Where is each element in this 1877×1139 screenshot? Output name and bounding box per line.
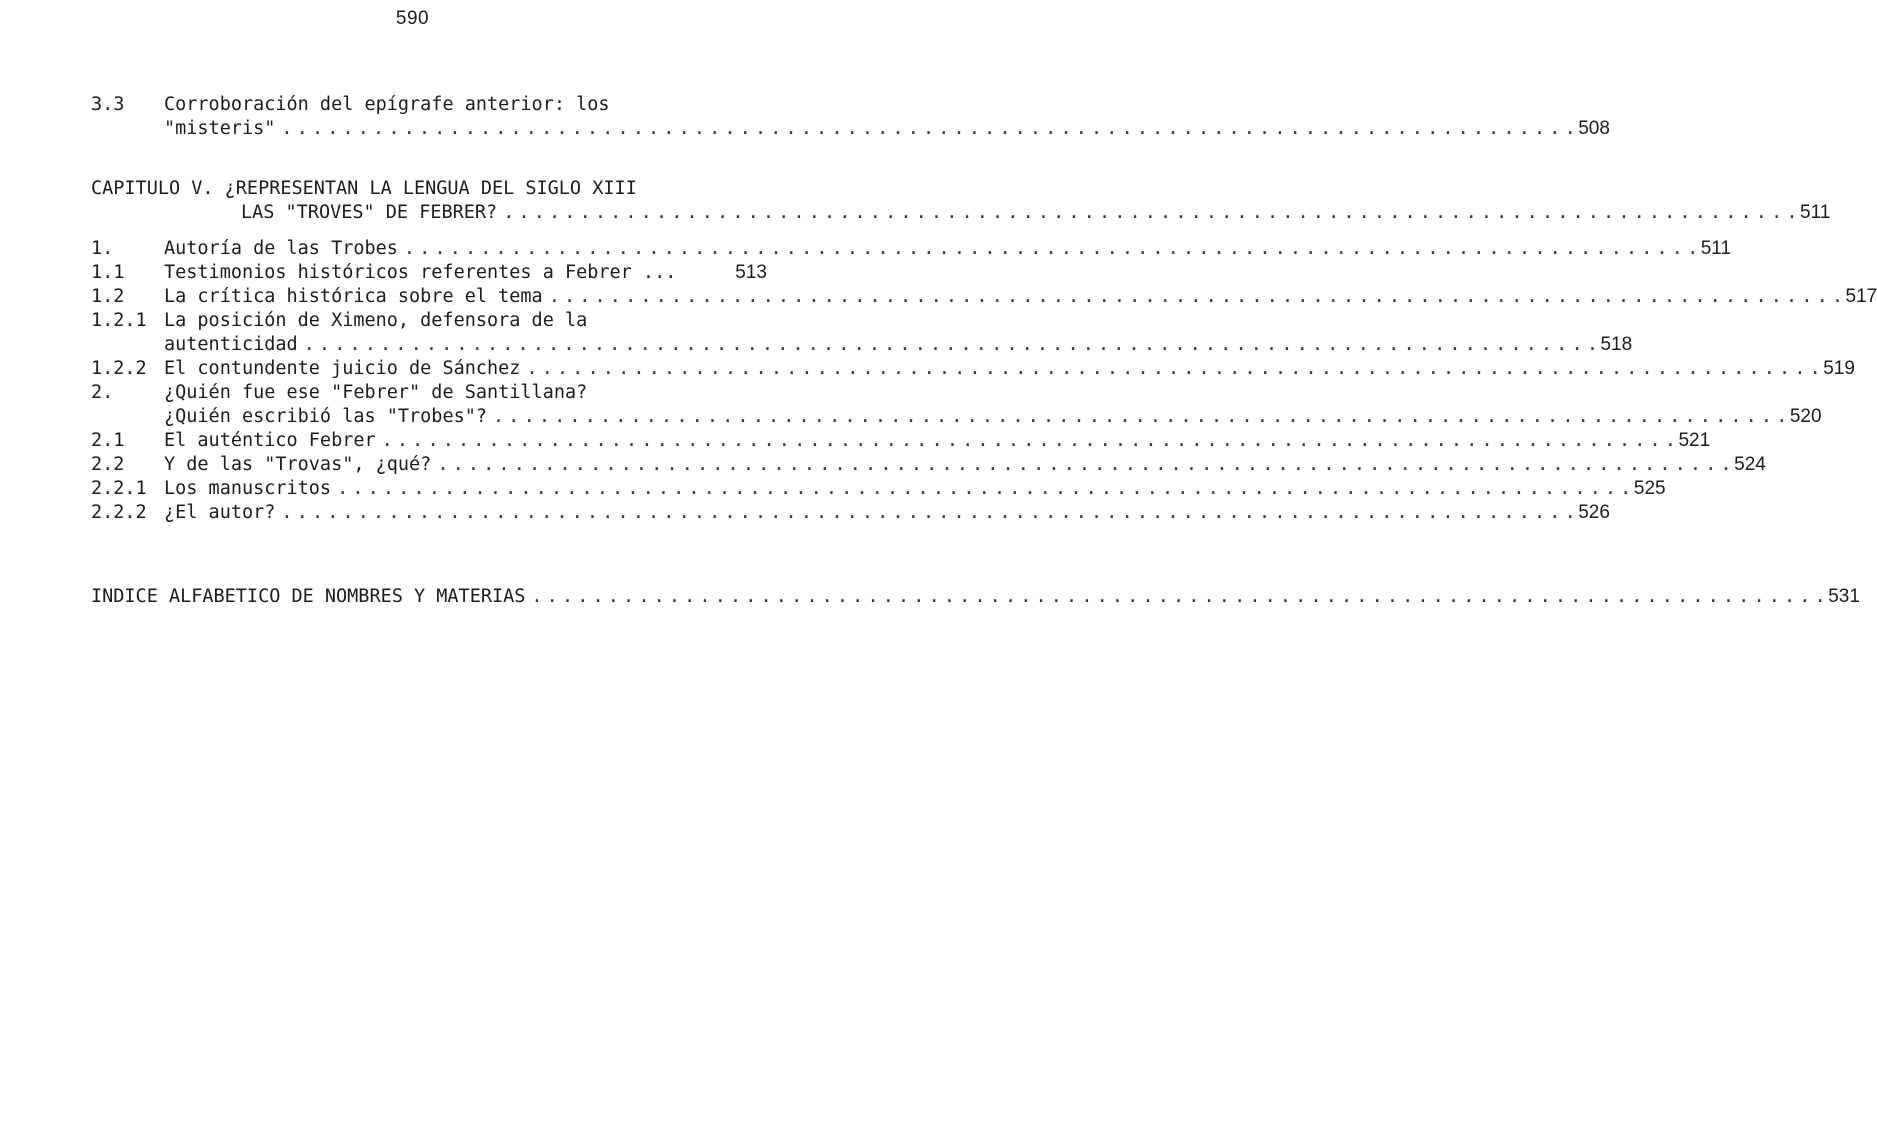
toc-entry-1-2-1-cont xyxy=(91,333,1633,357)
entry-title: Testimonios históricos referentes a Febrer ... xyxy=(164,262,677,283)
toc-entry-2-2-1 xyxy=(91,477,1666,501)
entry-page: 526 xyxy=(1578,502,1610,523)
chapter-title: CAPITULO V. ¿REPRESENTAN LA LENGUA DEL SIGLO XIII xyxy=(91,178,637,199)
toc-entry-3-3-cont xyxy=(91,117,1610,141)
dot-leader xyxy=(281,501,1572,525)
chapter-title-cont: LAS "TROVES" DE FEBRER? xyxy=(241,202,498,223)
entry-title: Los manuscritos xyxy=(164,478,332,499)
entry-page: 517 xyxy=(1845,286,1877,307)
entry-title: ¿Quién fue ese "Febrer" de Santillana? xyxy=(164,382,588,403)
entry-page: 518 xyxy=(1600,334,1633,355)
entry-page: 531 xyxy=(1828,586,1860,607)
entry-page: 525 xyxy=(1633,478,1666,499)
entry-title-cont: autenticidad xyxy=(164,334,298,355)
dot-leader xyxy=(281,117,1572,141)
dot-leader xyxy=(404,237,1695,261)
entry-title: Corroboración del epígrafe anterior: los xyxy=(164,94,610,115)
toc-entry-3-3 xyxy=(91,93,767,117)
dot-leader xyxy=(337,477,1628,501)
toc-entry-1-2 xyxy=(91,285,1877,309)
chapter-heading xyxy=(91,177,767,201)
dot-leader xyxy=(437,453,1728,477)
dot-leader xyxy=(549,285,1840,309)
entry-page: 519 xyxy=(1823,358,1855,379)
entry-title-cont: ¿Quién escribió las "Trobes"? xyxy=(164,406,488,427)
entry-page: 513 xyxy=(735,262,767,283)
entry-number: 2.2.2 xyxy=(91,502,147,523)
toc-entry-1-2-2 xyxy=(91,357,1855,381)
entry-number: 1.1 xyxy=(91,262,125,283)
table-of-contents xyxy=(91,93,1877,609)
entry-title: La posición de Ximeno, defensora de la xyxy=(164,310,588,331)
dot-leader xyxy=(526,357,1817,381)
entry-number: 1.2 xyxy=(91,286,125,307)
dot-leader xyxy=(531,585,1822,609)
entry-title: ¿El autor? xyxy=(164,502,276,523)
entry-page: 511 xyxy=(1700,238,1732,259)
dot-leader xyxy=(503,201,1794,225)
entry-title: El contundente juicio de Sánchez xyxy=(164,358,521,379)
dot-leader xyxy=(382,429,1673,453)
entry-number: 1.2.1 xyxy=(91,310,147,331)
toc-entry-1-1 xyxy=(91,261,767,285)
entry-number: 2.1 xyxy=(91,430,125,451)
entry-title: Y de las "Trovas", ¿qué? xyxy=(164,454,432,475)
entry-title: El auténtico Febrer xyxy=(164,430,376,451)
dot-leader xyxy=(304,333,1595,357)
dot-leader xyxy=(493,405,1784,429)
toc-entry-2-2-2 xyxy=(91,501,1610,525)
entry-number: 1. xyxy=(91,238,114,259)
entry-page: 508 xyxy=(1578,118,1610,139)
entry-title: Autoría de las Trobes xyxy=(164,238,398,259)
entry-page: 520 xyxy=(1789,406,1822,427)
toc-entry-2 xyxy=(91,381,767,405)
entry-number: 2.2 xyxy=(91,454,125,475)
entry-page: 521 xyxy=(1678,430,1711,451)
toc-entry-index xyxy=(91,585,1860,609)
toc-entry-2-2 xyxy=(91,453,1766,477)
toc-entry-1-2-1 xyxy=(91,309,767,333)
entry-title-cont: "misteris" xyxy=(164,118,276,139)
toc-entry-2-1 xyxy=(91,429,1711,453)
chapter-heading-cont xyxy=(91,201,1831,225)
entry-page: 511 xyxy=(1800,202,1831,223)
toc-entry-1 xyxy=(91,237,1732,261)
entry-number: 1.2.2 xyxy=(91,358,147,379)
page-number: 590 xyxy=(395,8,430,29)
toc-entry-2-cont xyxy=(91,405,1822,429)
entry-number: 3.3 xyxy=(91,94,125,115)
entry-number: 2. xyxy=(91,382,114,403)
index-title: INDICE ALFABETICO DE NOMBRES Y MATERIAS xyxy=(91,586,526,607)
entry-title: La crítica histórica sobre el tema xyxy=(164,286,543,307)
entry-number: 2.2.1 xyxy=(91,478,147,499)
entry-page: 524 xyxy=(1734,454,1766,475)
